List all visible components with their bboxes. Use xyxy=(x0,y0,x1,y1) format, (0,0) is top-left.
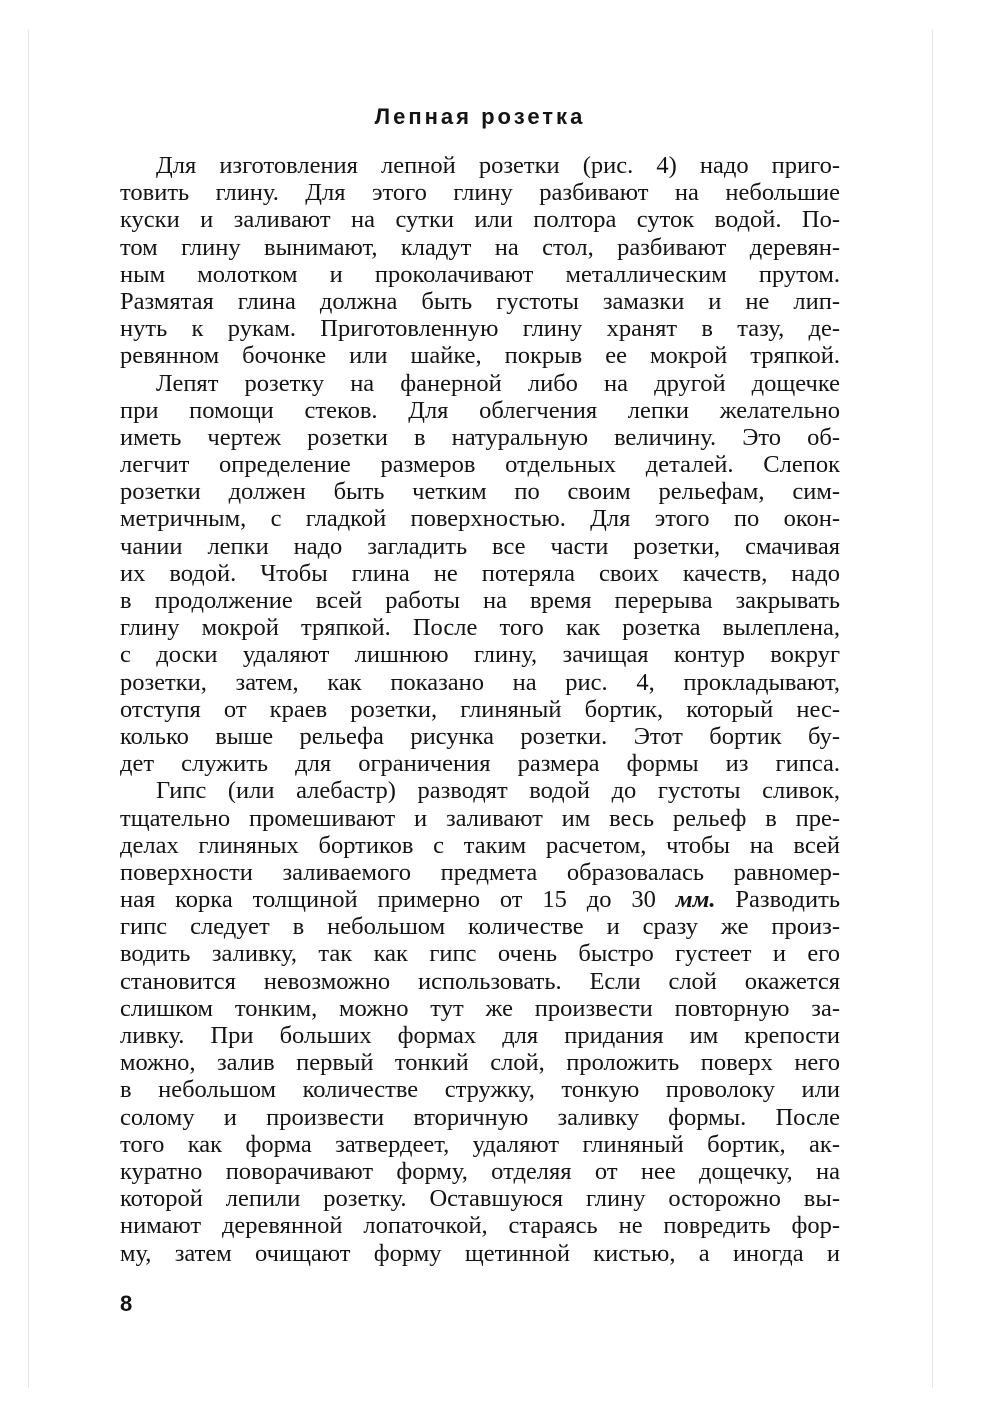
text-line-content: Для изготовления лепной розетки (рис. 4) надо приго- xyxy=(156,152,840,179)
text-line-content: ревянном бочонке или шайке, покрыв ее мокрой тряпкой. xyxy=(120,342,840,370)
text-line xyxy=(120,152,840,179)
text-line-content: нуть к рукам. Приготовленную глину хранят в тазу, де- xyxy=(120,315,840,343)
text-line xyxy=(120,968,840,995)
text-line xyxy=(120,886,840,913)
text-line-content: делах глиняных бортиков с таким расчетом, чтобы на всей xyxy=(120,831,840,859)
text-line xyxy=(120,805,840,832)
text-line-content: му, затем очищают форму щетинной кистью, а иногда и xyxy=(120,1239,840,1267)
text-line-content: отступя от краев розетки, глиняный бортик, который нес- xyxy=(120,695,840,723)
text-line xyxy=(120,1049,840,1076)
text-line xyxy=(120,560,840,587)
section-heading: Лепная розетка xyxy=(374,104,586,129)
text-line-content: водить заливку, так как гипс очень быстро густеет и его xyxy=(120,940,840,968)
text-line xyxy=(120,234,840,261)
text-line-content: чании лепки надо загладить все части розетки, смачивая xyxy=(120,532,840,560)
text-line-content: дет служить для ограничения размера формы из гипса. xyxy=(120,750,840,778)
text-line xyxy=(120,940,840,967)
text-line-content: ным молотком и проколачивают металлическим прутом. xyxy=(120,260,840,288)
text-line xyxy=(120,1076,840,1103)
text-line xyxy=(120,370,840,397)
text-line-content: товить глину. Для этого глину разбивают на небольшие xyxy=(120,179,840,207)
text-line-content: при помощи стеков. Для облегчения лепки желательно xyxy=(120,396,840,424)
text-line xyxy=(120,1158,840,1185)
text-line xyxy=(120,1022,840,1049)
text-line-content: их водой. Чтобы глина не потеряла своих качеств, надо xyxy=(120,559,840,587)
text-line-content: Лепят розетку на фанерной либо на другой дощечке xyxy=(156,369,840,397)
text-line-content: Гипс (или алебастр) разводят водой до густоты сливок, xyxy=(156,777,840,805)
text-line xyxy=(120,424,840,451)
text-line-content: легчит определение размеров отдельных деталей. Слепок xyxy=(120,451,840,479)
text-line xyxy=(120,206,840,233)
text-line xyxy=(120,1212,840,1239)
text-line-content: Размятая глина должна быть густоты замазки и не лип- xyxy=(120,287,840,315)
page-number: 8 xyxy=(120,1291,133,1316)
page-edge-right xyxy=(932,30,933,1388)
text-line xyxy=(120,669,840,696)
text-line-content: слишком тонким, можно тут же произвести повторную за- xyxy=(120,994,840,1022)
text-line xyxy=(120,261,840,288)
text-line xyxy=(120,777,840,804)
text-line-content: иметь чертеж розетки в натуральную величину. Это об- xyxy=(120,423,840,451)
text-line-content: тщательно промешивают и заливают им весь рельеф в пре- xyxy=(120,804,840,832)
text-line-content: куски и заливают на сутки или полтора суток водой. По- xyxy=(120,206,840,234)
unit-label: мм. xyxy=(675,886,716,914)
text-line-content: куратно поворачивают форму, отделяя от нее дощечку, на xyxy=(120,1157,840,1185)
text-line-content: розетки должен быть четким по своим рельефам, сим- xyxy=(120,478,840,506)
text-line-content: ливку. При больших формах для придания им крепости xyxy=(120,1022,840,1049)
text-line xyxy=(120,397,840,424)
text-line xyxy=(120,641,840,668)
text-line xyxy=(120,451,840,478)
text-line-content: солому и произвести вторичную заливку формы. После xyxy=(120,1103,840,1131)
text-line-content: можно, залив первый тонкий слой, проложить поверх него xyxy=(120,1049,840,1077)
text-line-content: в небольшом количестве стружку, тонкую проволоку или xyxy=(120,1076,840,1104)
text-line xyxy=(120,342,840,369)
text-line xyxy=(120,179,840,206)
text-line xyxy=(120,859,840,886)
text-line xyxy=(120,533,840,560)
text-line xyxy=(120,315,840,342)
text-line xyxy=(120,288,840,315)
text-line-content: ная корка толщиной примерно от 15 до 30 xyxy=(120,886,656,914)
text-line xyxy=(120,723,840,750)
text-line xyxy=(120,750,840,777)
text-line xyxy=(120,614,840,641)
body-text xyxy=(120,152,840,1267)
text-line xyxy=(120,1104,840,1131)
text-line-content: розетки, затем, как показано на рис. 4, прокладывают, xyxy=(120,668,840,696)
text-line-content: с доски удаляют лишнюю глину, зачищая контур вокруг xyxy=(120,641,840,669)
text-line-content: глину мокрой тряпкой. После того как розетка вылеплена, xyxy=(120,614,840,642)
text-line xyxy=(120,995,840,1022)
text-line xyxy=(120,913,840,940)
text-line-content: колько выше рельефа рисунка розетки. Этот бортик бу- xyxy=(120,722,840,750)
text-line xyxy=(120,478,840,505)
text-line xyxy=(120,696,840,723)
text-line xyxy=(120,505,840,532)
text-line-continuation: Разводить xyxy=(715,886,840,914)
text-line xyxy=(120,1240,840,1267)
text-line-content: метричным, с гладкой поверхностью. Для этого по окон- xyxy=(120,505,840,533)
page-edge-left xyxy=(28,30,29,1388)
text-line-content: гипс следует в небольшом количестве и сразу же произ- xyxy=(120,913,840,941)
text-line-content: том глину вынимают, кладут на стол, разбивают деревян- xyxy=(120,233,840,261)
text-line xyxy=(120,587,840,614)
text-line-content: в продолжение всей работы на время перерыва закрывать xyxy=(120,587,840,614)
text-line-content: поверхности заливаемого предмета образовалась равномер- xyxy=(120,858,840,886)
text-line-content: становится невозможно использовать. Если слой окажется xyxy=(120,967,840,995)
text-line xyxy=(120,1185,840,1212)
text-line-content: нимают деревянной лопаточкой, стараясь не повредить фор- xyxy=(120,1212,840,1240)
text-line xyxy=(120,1131,840,1158)
text-line-content: которой лепили розетку. Оставшуюся глину осторожно вы- xyxy=(120,1185,840,1213)
text-line xyxy=(120,832,840,859)
text-line-content: того как форма затвердеет, удаляют глиняный бортик, ак- xyxy=(120,1130,840,1158)
